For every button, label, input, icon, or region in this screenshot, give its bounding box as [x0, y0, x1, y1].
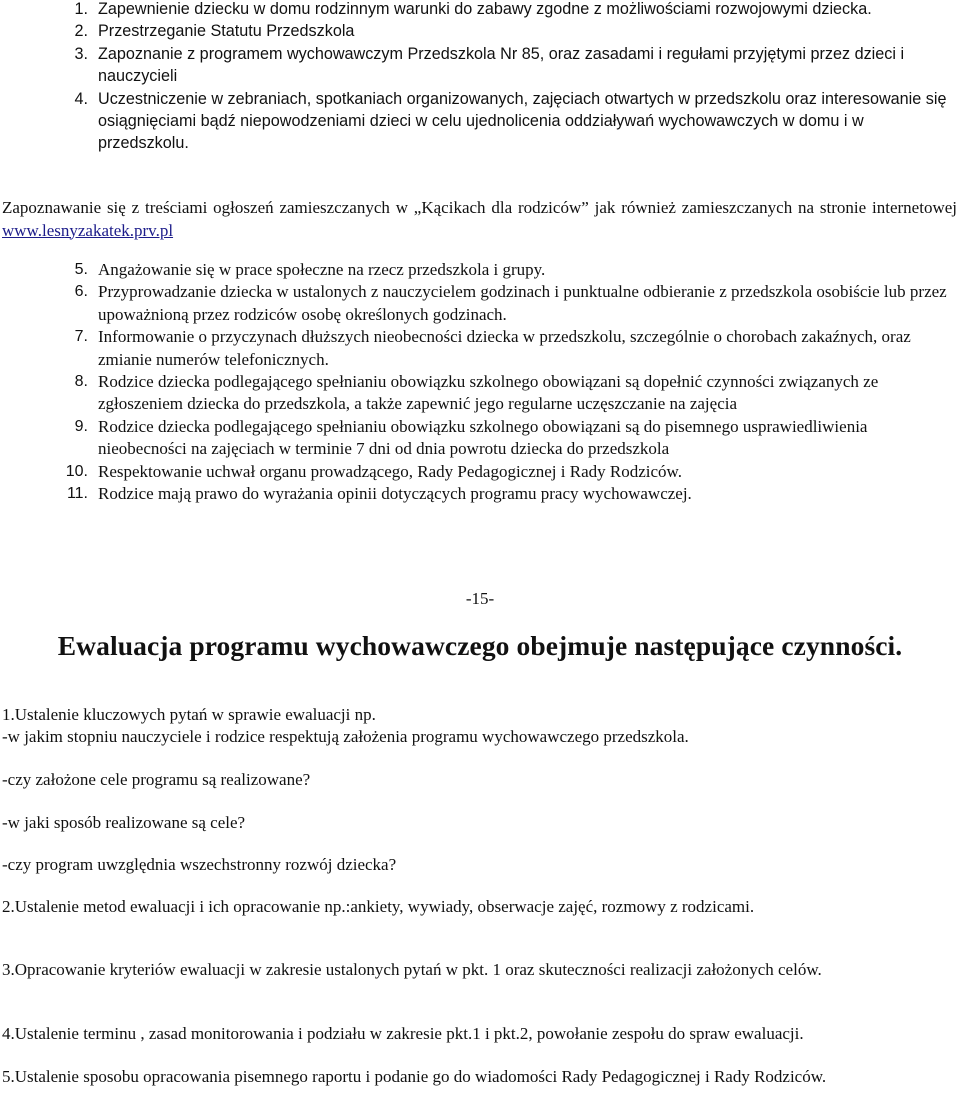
list-item-text: Zapoznanie z programem wychowawczym Przedszkola Nr 85, oraz zasadami i regułami przyjętymi przez dzieci i nauczycieli [98, 44, 905, 86]
list-item [0, 88, 960, 155]
evaluation-question-2: -czy założone cele programu są realizowane? [2, 770, 311, 789]
evaluation-step-3: 3.Opracowanie kryteriów ewaluacji w zakresie ustalonych pytań w pkt. 1 oraz skuteczności realizacji założonych celów. [2, 960, 822, 979]
list-item-number: 3. [74, 44, 88, 63]
evaluation-question-4: -czy program uwzględnia wszechstronny rozwój dziecka? [2, 855, 397, 874]
notice-paragraph [2, 197, 957, 242]
list-item-number: 2. [74, 22, 88, 41]
list-item [0, 483, 960, 505]
list-item-number: 10. [65, 462, 88, 480]
list-item-text: Informowanie o przyczynach dłuższych nieobecności dziecka w przedszkolu, szczególnie o chorobach zakaźnych, oraz zmianie numerów telefonicznych. [98, 327, 911, 369]
list-item [0, 259, 960, 281]
list-item-number: 1. [74, 0, 88, 18]
list-item-text: Rodzice dziecka podlegającego spełnianiu obowiązku szkolnego obowiązani są do pisemnego usprawiedliwienia nieobecności na zajęciach w terminie 7 dni od dnia powrotu dziecka do przedszkola [98, 416, 868, 459]
list-item-text: Respektowanie uchwał organu prowadzącego, Rady Pedagogicznej i Rady Rodziców. [98, 461, 682, 481]
list-item-number: 4. [74, 89, 88, 108]
list-item [0, 326, 960, 371]
list-item-text: Przestrzeganie Statutu Przedszkola [98, 22, 355, 41]
list-item-number: 8. [74, 373, 88, 391]
evaluation-step-4: 4.Ustalenie terminu , zasad monitorowania i podziału w zakresie pkt.1 i pkt.2, powołanie zespołu do spraw ewaluacji. [2, 1024, 804, 1043]
list-item-text: Rodzice dziecka podlegającego spełnianiu obowiązku szkolnego obowiązani są dopełnić czynności związanych ze zgłoszeniem dziecka do przedszkola, a także zapewnić jego regularne uczęszczanie na zajęcia [98, 372, 879, 414]
list-item [0, 20, 960, 42]
notice-text: Zapoznawanie się z treściami ogłoszeń zamieszczanych w „Kącikach dla rodziców” jak również zamieszczanych na stronie internetowej [2, 198, 957, 217]
list-item-number: 6. [74, 283, 88, 301]
parent-duties-list-part-2 [0, 259, 960, 505]
evaluation-step-5: 5.Ustalenie sposobu opracowania pisemnego raportu i podanie go do wiadomości Rady Pedagogicznej i Rady Rodziców. [2, 1067, 827, 1086]
list-item-text: Rodzice mają prawo do wyrażania opinii dotyczących programu pracy wychowawczej. [98, 484, 692, 504]
list-item [0, 281, 960, 326]
list-item [0, 416, 960, 461]
list-item [0, 0, 960, 20]
section-heading: Ewaluacja programu wychowawczego obejmuje następujące czynności. [57, 630, 903, 661]
list-item [0, 43, 960, 88]
list-item-number: 7. [74, 328, 88, 346]
evaluation-question-3: -w jaki sposób realizowane są cele? [2, 813, 246, 832]
evaluation-step-2: 2.Ustalenie metod ewaluacji i ich opracowanie np.:ankiety, wywiady, obserwacje zajęć, rozmowy z rodzicami. [2, 897, 755, 916]
list-item [0, 371, 960, 416]
page-number: -15- [465, 589, 495, 608]
parent-duties-list-part-1 [0, 0, 960, 155]
list-item-text: Zapewnienie dziecku w domu rodzinnym warunki do zabawy zgodne z możliwościami rozwojowymi dziecka. [98, 0, 872, 18]
evaluation-step-1: 1.Ustalenie kluczowych pytań w sprawie ewaluacji np. [2, 705, 376, 724]
list-item-text: Przyprowadzanie dziecka w ustalonych z nauczycielem godzinach i punktualne odbieranie z przedszkola osobiście lub przez upoważnioną przez rodziców osobę określonych godzinach. [98, 282, 947, 324]
list-item [0, 461, 960, 483]
website-link[interactable]: www.lesnyzakatek.prv.pl [2, 220, 174, 240]
evaluation-question-1: -w jakim stopniu nauczyciele i rodzice respektują założenia programu wychowawczego przedszkola. [2, 727, 689, 746]
list-item-text: Uczestniczenie w zebraniach, spotkaniach organizowanych, zajęciach otwartych w przedszkolu oraz interesowanie się osiągnięciami bądź niepowodzeniami dzieci w celu ujednolicenia oddziaływań wychowawczych w domu i w przedszkolu. [98, 89, 947, 153]
list-item-number: 11. [66, 485, 88, 503]
list-item-text: Angażowanie się w prace społeczne na rzecz przedszkola i grupy. [98, 260, 546, 279]
list-item-number: 5. [74, 261, 88, 278]
list-item-number: 9. [74, 417, 88, 435]
